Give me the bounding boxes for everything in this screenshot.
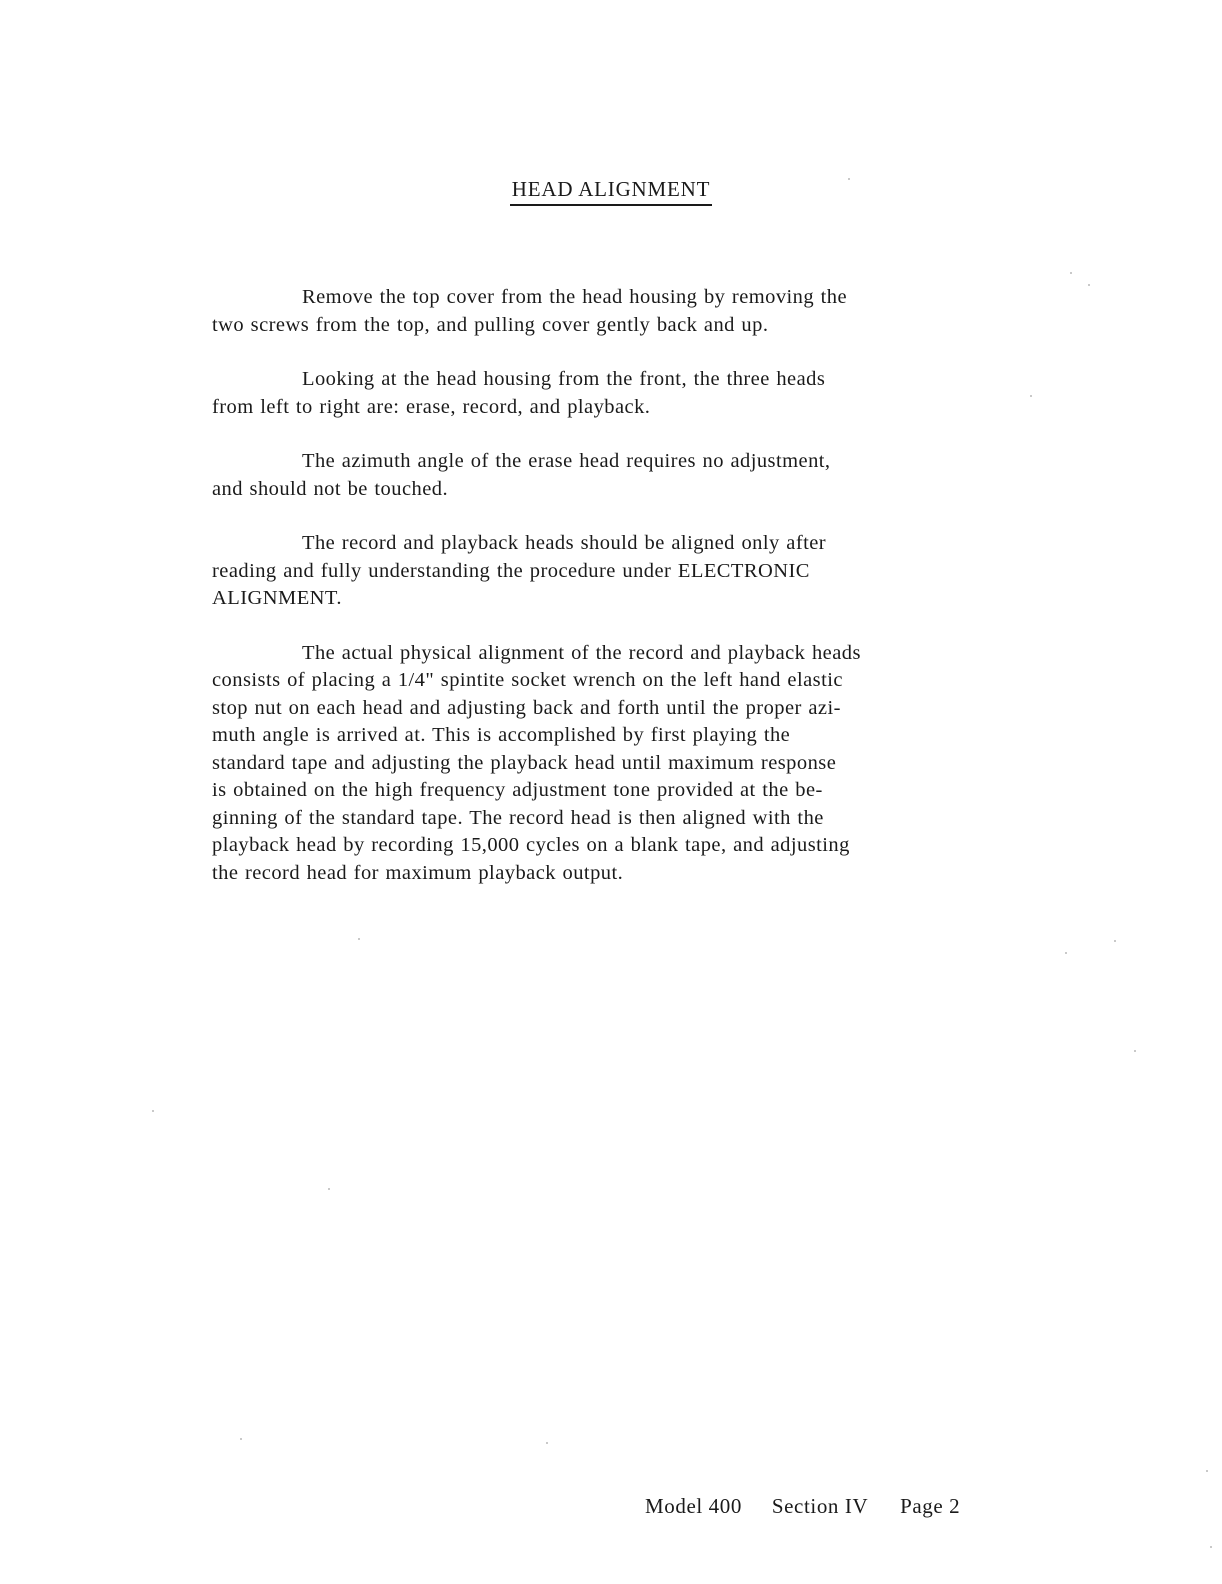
paragraph-line: from left to right are: erase, record, and playback. <box>212 395 651 418</box>
paragraph-line: Looking at the head housing from the front, the three heads <box>302 368 826 390</box>
paragraph-line: Remove the top cover from the head housing by removing the <box>302 286 848 308</box>
paragraph-head-order <box>212 366 1087 421</box>
footer-section: Section IV <box>771 1494 869 1518</box>
paragraph-line: ALIGNMENT. <box>212 587 342 609</box>
paragraph-alignment-note <box>212 530 1087 613</box>
scan-speck <box>1210 1546 1212 1548</box>
scan-speck <box>848 178 850 180</box>
scan-speck <box>152 1110 154 1112</box>
scan-speck <box>358 938 360 940</box>
scan-speck <box>1206 1470 1208 1472</box>
paragraph-line: two screws from the top, and pulling cover gently back and up. <box>212 313 769 336</box>
paragraph-line: playback head by recording 15,000 cycles on a blank tape, and adjusting <box>212 834 850 856</box>
paragraph-line: muth angle is arrived at. This is accomplished by first playing the <box>212 724 791 746</box>
paragraph-line: The azimuth angle of the erase head requires no adjustment, <box>302 450 831 472</box>
scan-speck <box>328 1188 330 1190</box>
paragraph-line: is obtained on the high frequency adjustment tone provided at the be- <box>212 779 823 801</box>
paragraph-line: the record head for maximum playback output. <box>212 861 624 884</box>
paragraph-line: stop nut on each head and adjusting back and forth until the proper azi- <box>212 696 841 719</box>
paragraph-line: ginning of the standard tape. The record head is then aligned with the <box>212 806 824 829</box>
scan-speck <box>1070 272 1072 274</box>
body-text <box>212 284 1087 914</box>
scan-speck <box>546 1442 548 1444</box>
page-title-container <box>0 176 1222 206</box>
paragraph-line: reading and fully understanding the procedure under ELECTRONIC <box>212 559 810 582</box>
page-title: HEAD ALIGNMENT <box>510 176 712 206</box>
paragraph-erase-head <box>212 448 1087 503</box>
paragraph-line: The record and playback heads should be aligned only after <box>302 532 827 554</box>
footer-page-number: Page 2 <box>900 1494 961 1518</box>
scan-speck <box>1088 284 1090 286</box>
page-footer <box>645 1494 960 1519</box>
paragraph-line: The actual physical alignment of the record and playback heads <box>302 641 861 664</box>
scan-speck <box>1134 1050 1136 1052</box>
scan-speck <box>240 1438 242 1440</box>
paragraph-physical-alignment <box>212 640 1087 888</box>
scan-speck <box>1114 940 1116 942</box>
footer-model: Model 400 <box>645 1494 742 1518</box>
scan-speck <box>1065 952 1067 954</box>
paragraph-line: consists of placing a 1/4" spintite socket wrench on the left hand elastic <box>212 669 843 691</box>
scan-speck <box>1030 395 1032 397</box>
paragraph-line: and should not be touched. <box>212 477 449 500</box>
paragraph-line: standard tape and adjusting the playback head until maximum response <box>212 751 837 774</box>
paragraph-remove-cover <box>212 284 1087 339</box>
